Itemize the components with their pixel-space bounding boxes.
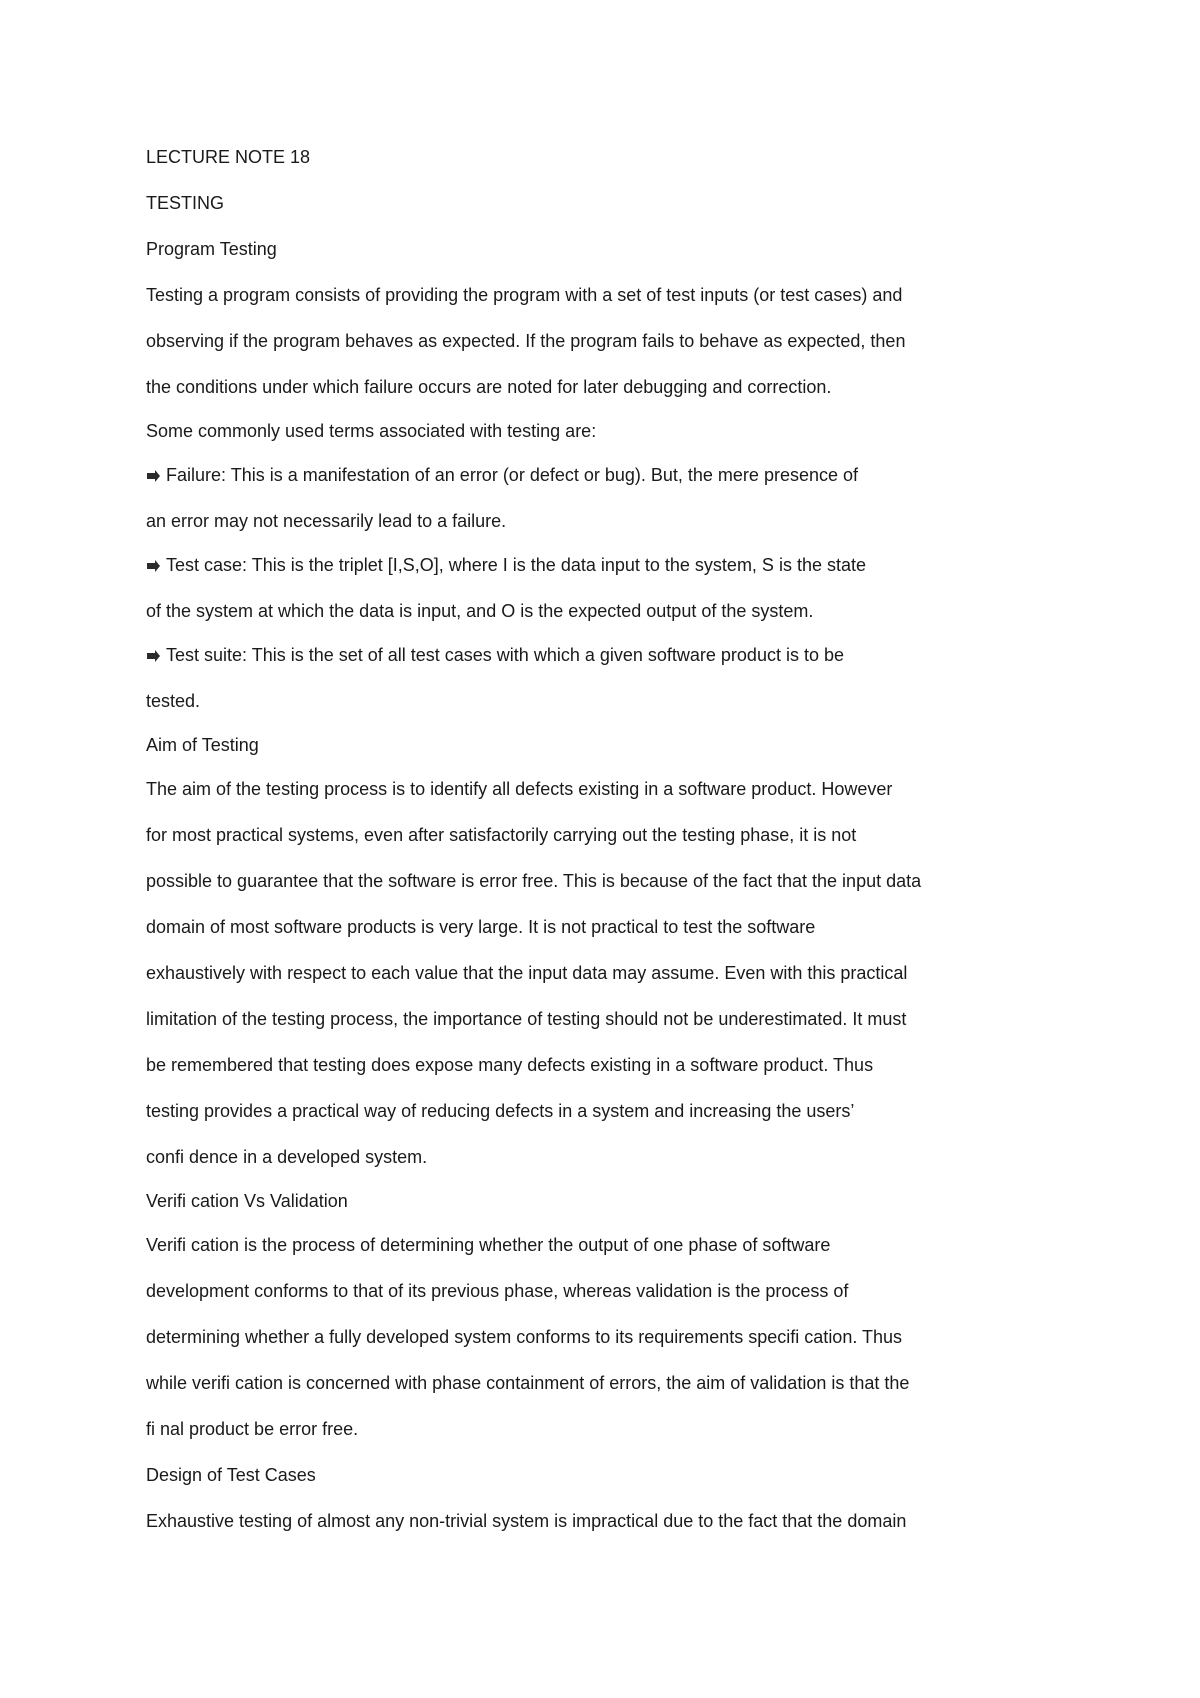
bullet-text: Failure: This is a manifestation of an error (or defect or bug). But, the mere presence of xyxy=(166,465,858,485)
section-heading-design-of-test-cases: Design of Test Cases xyxy=(146,1465,316,1485)
bullet-continuation: tested. xyxy=(146,691,201,711)
bullet-item-failure xyxy=(146,464,1086,510)
paragraph-line: exhaustively with respect to each value that the input data may assume. Even with this practical xyxy=(146,963,908,983)
bullet-continuation: an error may not necessarily lead to a failure. xyxy=(146,511,507,531)
paragraph-line: The aim of the testing process is to identify all defects existing in a software product. However xyxy=(146,779,893,799)
paragraph-line: observing if the program behaves as expected. If the program fails to behave as expected, then xyxy=(146,331,906,351)
paragraph-line: be remembered that testing does expose many defects existing in a software product. Thus xyxy=(146,1055,874,1075)
paragraph-line: confi dence in a developed system. xyxy=(146,1147,428,1167)
terms-intro: Some commonly used terms associated with testing are: xyxy=(146,421,597,441)
paragraph-line: domain of most software products is very large. It is not practical to test the software xyxy=(146,917,816,937)
section-heading-aim-of-testing: Aim of Testing xyxy=(146,735,259,755)
paragraph-line: the conditions under which failure occurs are noted for later debugging and correction. xyxy=(146,377,832,397)
paragraph-line: development conforms to that of its previous phase, whereas validation is the process of xyxy=(146,1281,849,1301)
paragraph-line: fi nal product be error free. xyxy=(146,1419,359,1439)
paragraph-line: Testing a program consists of providing the program with a set of test inputs (or test cases) and xyxy=(146,285,903,305)
paragraph-line: while verifi cation is concerned with phase containment of errors, the aim of validation is that the xyxy=(146,1373,910,1393)
paragraph-line: Exhaustive testing of almost any non-trivial system is impractical due to the fact that the domain xyxy=(146,1511,907,1531)
section-heading-verification-vs-validation: Verifi cation Vs Validation xyxy=(146,1191,348,1211)
bullet-arrow-icon xyxy=(146,470,160,482)
bullet-continuation: of the system at which the data is input, and O is the expected output of the system. xyxy=(146,601,814,621)
paragraph-line: Verifi cation is the process of determining whether the output of one phase of software xyxy=(146,1235,831,1255)
paragraph-line: possible to guarantee that the software is error free. This is because of the fact that the input data xyxy=(146,871,922,891)
bullet-text: Test case: This is the triplet [I,S,O], where I is the data input to the system, S is the state xyxy=(166,555,866,575)
bullet-arrow-icon xyxy=(146,560,160,572)
paragraph-line: limitation of the testing process, the importance of testing should not be underestimated. It must xyxy=(146,1009,907,1029)
topic-title: TESTING xyxy=(146,193,225,213)
bullet-text: Test suite: This is the set of all test cases with which a given software product is to be xyxy=(166,645,844,665)
section-heading-program-testing: Program Testing xyxy=(146,239,277,259)
paragraph-line: testing provides a practical way of reducing defects in a system and increasing the users’ xyxy=(146,1101,855,1121)
paragraph-line: for most practical systems, even after satisfactorily carrying out the testing phase, it is not xyxy=(146,825,857,845)
bullet-item-test-case xyxy=(146,554,1086,600)
paragraph-line: determining whether a fully developed system conforms to its requirements specifi cation. Thus xyxy=(146,1327,903,1347)
document-body xyxy=(146,146,1086,1556)
bullet-item-test-suite xyxy=(146,644,1086,690)
bullet-arrow-icon xyxy=(146,650,160,662)
lecture-note-title: LECTURE NOTE 18 xyxy=(146,147,311,167)
